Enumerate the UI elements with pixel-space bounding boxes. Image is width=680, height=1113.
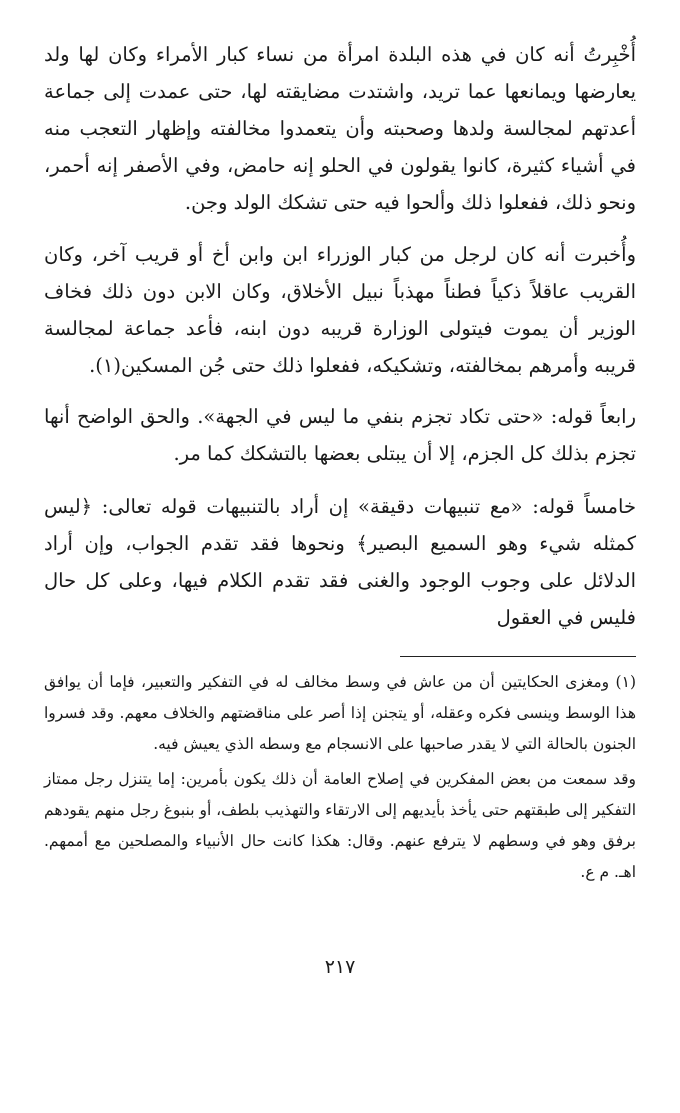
footnote-1: (١) ومغزى الحكايتين أن من عاش في وسط مخالف له في التفكير والتعبير، فإما أن يوافق هذا الوسط وينسى فكره وعقله، أو يتجنن إذا أصر على مناقضتهم والخلاف معهم. وقد فسروا الجنون بالحالة التي لا يقدر صاحبها على الانسجام مع وسطه الذي يعيش فيه. bbox=[44, 673, 636, 753]
footnotes bbox=[44, 667, 636, 888]
paragraph-2: وأُخبرت أنه كان لرجل من كبار الوزراء ابن وابن أخ أو قريب آخر، وكان القريب عاقلاً ذكياً فطناً مهذباً نبيل الأخلاق، وكان الابن دون ذلك فخاف الوزير أن يموت فيتولى الوزارة قريبه دون ابنه، فأعد جماعة لمجالسة قريبه وأمرهم بمخالفته، وتشكيكه، ففعلوا ذلك حتى جُن المسكين(١). bbox=[44, 243, 636, 377]
paragraph-4: خامساً قوله: «مع تنبيهات دقيقة» إن أراد بالتنبيهات قوله تعالى: ﴿ليس كمثله شيء وهو السميع البصير﴾ ونحوها فقد تقدم الجواب، وإن أراد الدلائل على وجوب الوجود والغنى فقد تقدم الكلام فيها، وعلى كل حال فليس في العقول bbox=[44, 495, 636, 629]
page-number: ٢١٧ bbox=[324, 956, 356, 978]
page-body bbox=[44, 36, 636, 888]
footnote-separator bbox=[400, 656, 636, 657]
paragraph-1: أُخْبِرتُ أنه كان في هذه البلدة امرأة من نساء كبار الأمراء وكان لها ولد يعارضها ويمانعها عما تريد، واشتدت مضايقته لها، حتى عمدت إلى جماعة أعدتهم لمجالسة ولدها وصحبته وأن يتعمدوا مخالفته وإظهار التعجب منه في أشياء كثيرة، كانوا يقولون في الحلو إنه حامض، وفي الأصفر إنه أحمر، ونحو ذلك، ففعلوا ذلك وألحوا فيه حتى تشكك الولد وجن. bbox=[44, 43, 636, 214]
footnote-1-continued: وقد سمعت من بعض المفكرين في إصلاح العامة أن ذلك يكون بأمرين: إما يتنزل رجل ممتاز التفكير إلى طبقتهم حتى يأخذ بأيديهم إلى الارتقاء والتهذيب بلطف، أو بنبوغ رجل منهم يقودهم برفق وهو في وسطهم لا يترفع عنهم. وقال: هكذا كانت حال الأنبياء والمصلحين مع أممهم. اهـ. م ع. bbox=[44, 770, 636, 881]
paragraph-3: رابعاً قوله: «حتى تكاد تجزم بنفي ما ليس في الجهة». والحق الواضح أنها تجزم بذلك كل الجزم، إلا أن يبتلى بعضها بالتشكك كما مر. bbox=[44, 405, 636, 465]
